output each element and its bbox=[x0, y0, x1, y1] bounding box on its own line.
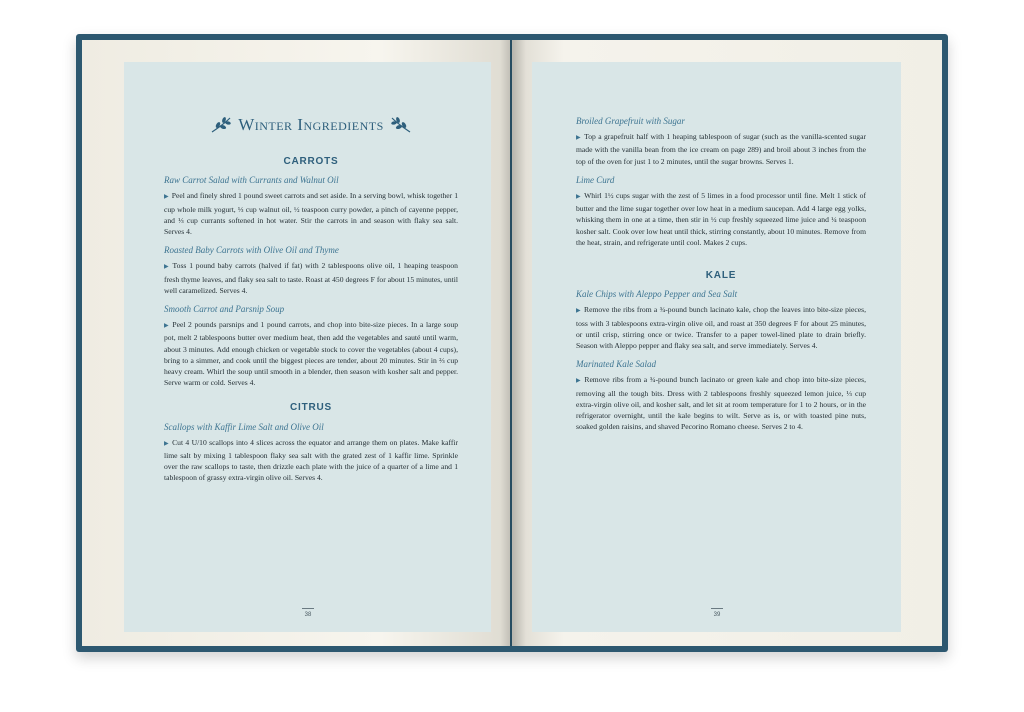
left-page-content bbox=[164, 116, 458, 492]
recipe-title: Marinated Kale Salad bbox=[576, 359, 656, 370]
page-number-left: 38 bbox=[288, 608, 328, 618]
triangle-bullet-icon: ▶ bbox=[164, 194, 169, 201]
page-number-right: 39 bbox=[697, 608, 737, 618]
triangle-bullet-icon: ▶ bbox=[576, 308, 582, 315]
recipe bbox=[576, 175, 866, 248]
section-heading-carrots: CARROTS bbox=[283, 156, 339, 167]
triangle-bullet-icon: ▶ bbox=[576, 135, 582, 142]
leaf-sprig-icon bbox=[210, 116, 232, 134]
chapter-title-text: Winter Ingredients bbox=[238, 115, 384, 135]
recipe-body: Cut 4 U/10 scallops into 4 slices across the equator and arrange them on plates. Make kaffir lime salt by mixing 1 tablespoon flaky sea salt with the grated zest of 1 kaffir lime. Sprinkle over the raw scallops to taste, then drizzle each plate with the juice of a quarter of a lime and 1 tablespoon of grassy extra-virgin olive oil. Serves 4. bbox=[164, 437, 458, 483]
recipe-body: Peel and finely shred 1 pound sweet carrots and set aside. In a serving bowl, whisk together 1 cup whole milk yogurt, ⅓ cup walnut oil, ½ teaspoon curry powder, a pinch of cayenne pepper, and ⅓ cup currants softened in hot water. Stir the carrots in and season with flaky sea salt. Serves 4. bbox=[164, 191, 458, 237]
leaf-sprig-icon bbox=[390, 116, 412, 134]
triangle-bullet-icon: ▶ bbox=[576, 194, 582, 201]
section-heading-kale: KALE bbox=[705, 270, 737, 282]
recipe bbox=[576, 359, 866, 432]
recipe bbox=[164, 175, 458, 237]
recipe bbox=[576, 116, 866, 167]
recipe-body: Remove ribs from a ¾-pound bunch lacinato or green kale and chop into bite-size pieces, removing all the tough bits. Dress with 2 tablespoons freshly squeezed lemon juice, ⅓ cup extra-virgin olive oil, and kosher salt, and let sit at room temperature for 1 to 2 hours, or in the refrigerator overnight, until the kale begins to wilt. Serve as is, or with toasted pine nuts, soaked golden raisins, and shaved Pecorino Romano cheese. Serves 2 to 4. bbox=[576, 375, 866, 432]
recipe bbox=[576, 289, 866, 351]
section-heading-citrus: CITRUS bbox=[289, 402, 333, 414]
recipe-title: Raw Carrot Salad with Currants and Walnut Oil bbox=[164, 175, 339, 186]
right-page-content bbox=[576, 116, 866, 440]
recipe-title: Scallops with Kaffir Lime Salt and Olive Oil bbox=[164, 421, 324, 432]
recipe-title: Broiled Grapefruit with Sugar bbox=[576, 116, 685, 126]
recipe-title: Kale Chips with Aleppo Pepper and Sea Salt bbox=[576, 289, 738, 300]
recipe-body: Toss 1 pound baby carrots (halved if fat) with 2 tablespoons olive oil, 1 heaping teaspoon fresh thyme leaves, and flaky sea salt to taste. Roast at 450 degrees F for about 15 minutes, until well caramelized. Serves 4. bbox=[164, 261, 458, 295]
triangle-bullet-icon: ▶ bbox=[164, 440, 170, 447]
recipe bbox=[164, 245, 458, 296]
triangle-bullet-icon: ▶ bbox=[576, 378, 582, 385]
recipe bbox=[164, 422, 458, 484]
recipe-body: Whirl 1½ cups sugar with the zest of 5 limes in a food processor until fine. Melt 1 stick of butter and the lime sugar together over low heat in a medium saucepan. Add 4 large egg yolks, whisking them in one at a time, then stir in ½ cup freshly squeezed lime juice and ¼ teaspoon kosher salt. Cook over low heat until thick, stirring constantly, about 10 minutes. Remove from the heat, strain, and refrigerate until cool. Makes 2 cups. bbox=[576, 191, 866, 247]
recipe-title: Lime Curd bbox=[576, 174, 615, 185]
chapter-title bbox=[164, 116, 458, 134]
triangle-bullet-icon: ▶ bbox=[164, 264, 170, 271]
recipe-body: Remove the ribs from a ¾-pound bunch lacinato kale, chop the leaves into bite-size pieces, toss with 3 tablespoons extra-virgin olive oil, and roast at 350 degrees F for about 25 minutes, or until crisp, stirring once or twice. Transfer to a paper towel-lined plate to drain briefly. Season with Aleppo pepper and flaky sea salt, and serve immediately. Serves 4. bbox=[576, 305, 866, 351]
recipe-body: Peel 2 pounds parsnips and 1 pound carrots, and chop into bite-size pieces. In a large soup pot, melt 2 tablespoons butter over medium heat, then add the vegetables and sauté until warm, about 3 minutes. Add enough chicken or vegetable stock to cover the vegetables (about 4 cups), bring to a simmer, and cook until the biggest pieces are tender, about 20 minutes. Stir in ⅔ cup heavy cream. Whirl the soup until smooth in a blender, then season with kosher salt and pepper. Serve warm or cold. Serves 4. bbox=[164, 320, 458, 388]
recipe-title: Roasted Baby Carrots with Olive Oil and Thyme bbox=[164, 245, 339, 256]
recipe-body: Top a grapefruit half with 1 heaping tablespoon of sugar (such as the vanilla-scented sugar made with the vanilla bean from the ice cream on page 289) and broil about 3 inches from the top of the oven for just 1 to 2 minutes, until the sugar browns. Serves 1. bbox=[576, 132, 866, 166]
book-gutter bbox=[500, 40, 526, 646]
triangle-bullet-icon: ▶ bbox=[164, 323, 170, 330]
recipe bbox=[164, 304, 458, 388]
recipe-title: Smooth Carrot and Parsnip Soup bbox=[164, 304, 285, 315]
